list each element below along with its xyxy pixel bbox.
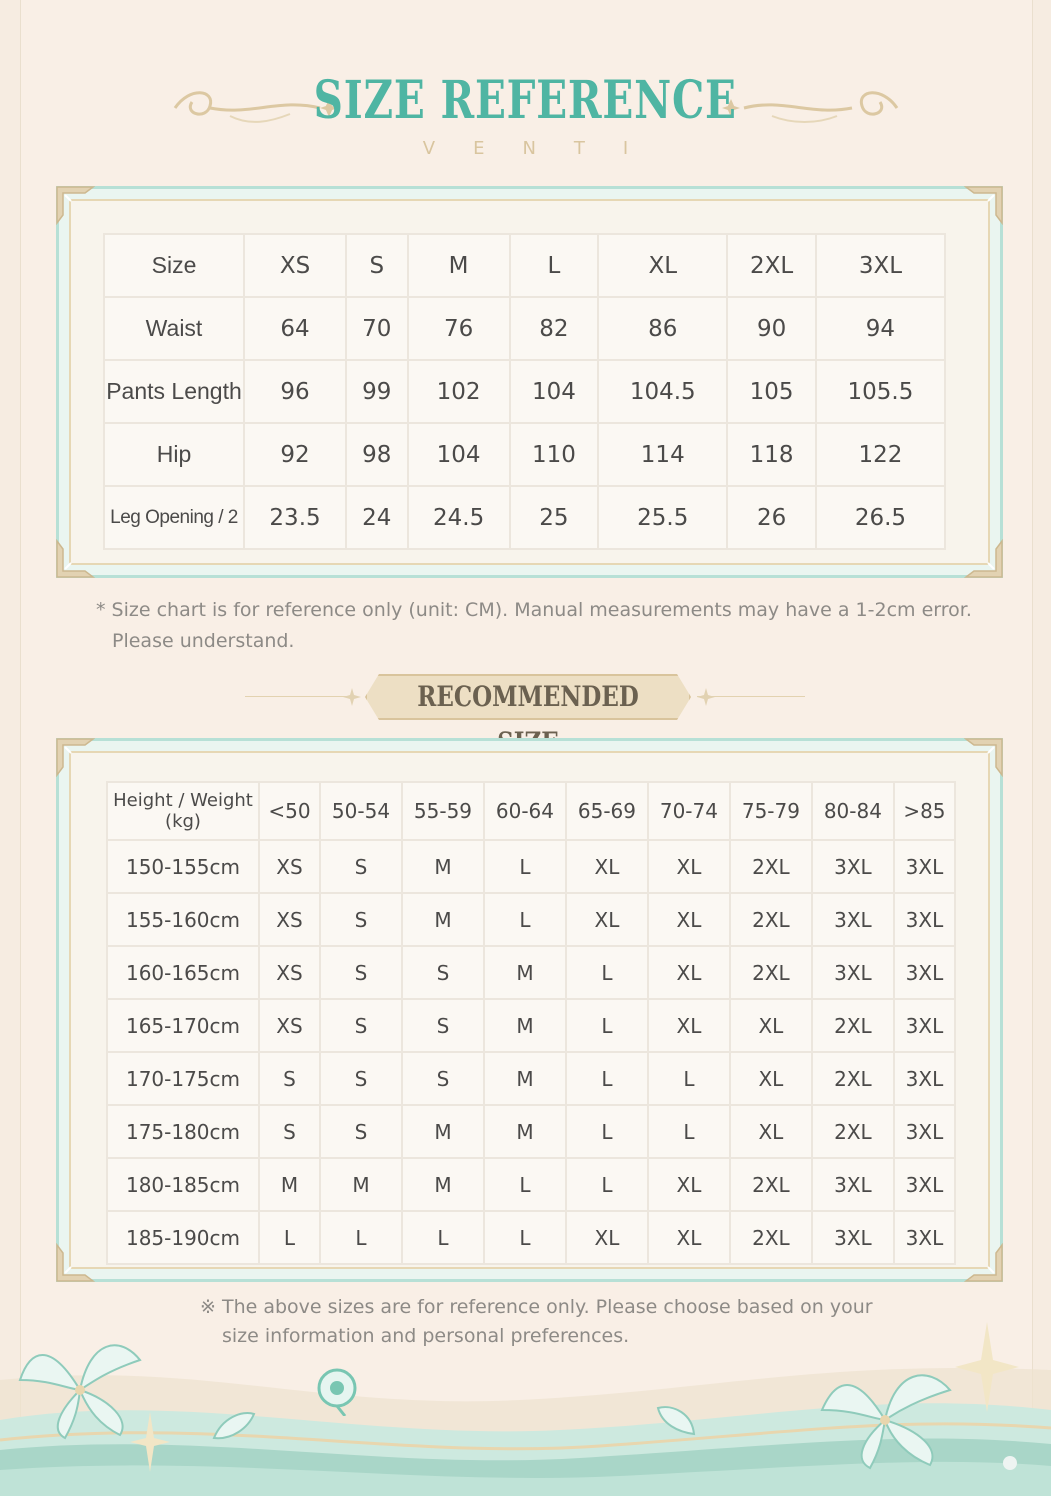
table-cell: 110 [510, 423, 599, 486]
table-cell: S [320, 1105, 402, 1158]
table-cell: 3XL [894, 1052, 955, 1105]
size-chart-panel [56, 186, 1003, 578]
table-cell: 23.5 [244, 486, 346, 549]
corner-ornament-icon [55, 1243, 95, 1283]
divider [245, 696, 355, 697]
row-label: Pants Length [104, 360, 244, 423]
table-cell: 2XL [730, 1158, 812, 1211]
table-row [107, 893, 955, 946]
table-cell: M [484, 999, 566, 1052]
corner-ornament-icon [55, 185, 95, 225]
table-cell: XL [730, 1052, 812, 1105]
table-cell: 3XL [812, 1211, 894, 1264]
table-cell: XS [259, 840, 320, 893]
corner-header-cell [107, 782, 259, 840]
table-cell: XS [259, 893, 320, 946]
corner-header-line: Height / Weight [113, 790, 253, 811]
table-cell: 3XL [894, 893, 955, 946]
table-cell: 64 [244, 297, 346, 360]
table-cell: M [402, 1158, 484, 1211]
table-cell: 105.5 [816, 360, 945, 423]
recommended-size-label: RECOMMENDED [417, 680, 639, 713]
note-line: size information and personal preferences. [222, 1325, 630, 1347]
table-cell: 2XL [812, 1105, 894, 1158]
table-cell: 104.5 [598, 360, 727, 423]
recommended-size-heading [365, 674, 691, 720]
header-cell: 55-59 [402, 782, 484, 840]
petal-icon [654, 1402, 698, 1438]
sparkle-icon [343, 688, 361, 706]
table-cell: L [566, 999, 648, 1052]
table-cell: S [402, 946, 484, 999]
anemo-emblem-icon [312, 1366, 362, 1416]
table-cell: 102 [408, 360, 510, 423]
recommended-size-table [106, 781, 956, 1265]
header-cell: XS [244, 234, 346, 297]
corner-header-line: (kg) [165, 811, 201, 832]
table-cell: 70 [346, 297, 408, 360]
table-cell: 2XL [730, 1211, 812, 1264]
table-cell: L [648, 1052, 730, 1105]
table-cell: 3XL [894, 1158, 955, 1211]
sparkle-star-icon [955, 1322, 1019, 1412]
table-cell: XL [648, 946, 730, 999]
table-cell: 2XL [730, 893, 812, 946]
table-cell: 2XL [812, 999, 894, 1052]
table-cell: XL [566, 840, 648, 893]
note-line: ※ The above sizes are for reference only. Please choose based on your [200, 1296, 873, 1318]
title-block [0, 66, 1051, 136]
table-cell: M [402, 1105, 484, 1158]
table-cell: 2XL [730, 946, 812, 999]
table-cell: 3XL [812, 1158, 894, 1211]
table-cell: XL [648, 1158, 730, 1211]
table-cell: 114 [598, 423, 727, 486]
row-label: 160-165cm [107, 946, 259, 999]
table-cell: S [259, 1105, 320, 1158]
table-cell: 92 [244, 423, 346, 486]
row-label: 165-170cm [107, 999, 259, 1052]
row-label: 150-155cm [107, 840, 259, 893]
corner-ornament-icon [964, 737, 1004, 777]
row-label: 155-160cm [107, 893, 259, 946]
table-cell: 98 [346, 423, 408, 486]
table-cell: XL [730, 1105, 812, 1158]
table-cell: 82 [510, 297, 599, 360]
table-row [107, 1158, 955, 1211]
table-cell: S [402, 1052, 484, 1105]
row-label: 170-175cm [107, 1052, 259, 1105]
header-cell: >85 [894, 782, 955, 840]
table-cell: M [320, 1158, 402, 1211]
table-cell: 25.5 [598, 486, 727, 549]
table-cell: S [320, 1052, 402, 1105]
row-label: 185-190cm [107, 1211, 259, 1264]
table-cell: L [566, 1158, 648, 1211]
table-cell: L [402, 1211, 484, 1264]
sparkle-icon [697, 688, 715, 706]
table-cell: L [320, 1211, 402, 1264]
table-cell: 3XL [894, 946, 955, 999]
table-row [107, 946, 955, 999]
table-cell: 122 [816, 423, 945, 486]
table-cell: XS [259, 946, 320, 999]
table-row [104, 423, 945, 486]
note-line: * Size chart is for reference only (unit: CM). Manual measurements may have a 1-2cm error. [96, 599, 972, 621]
table-cell: 76 [408, 297, 510, 360]
corner-ornament-icon [964, 1243, 1004, 1283]
table-cell: 24 [346, 486, 408, 549]
table-cell: L [484, 840, 566, 893]
table-cell: 3XL [894, 999, 955, 1052]
note-line: Please understand. [112, 630, 295, 652]
header-cell: 70-74 [648, 782, 730, 840]
table-row [107, 999, 955, 1052]
header-cell: 2XL [727, 234, 816, 297]
page-title: SIZE REFERENCE [313, 70, 738, 131]
petal-icon [212, 1408, 256, 1444]
table-cell: 104 [510, 360, 599, 423]
header-cell: 80-84 [812, 782, 894, 840]
corner-ornament-icon [964, 539, 1004, 579]
table-cell: L [484, 1158, 566, 1211]
table-cell: L [566, 946, 648, 999]
table-cell: 25 [510, 486, 599, 549]
table-cell: 104 [408, 423, 510, 486]
table-row [107, 1105, 955, 1158]
corner-ornament-icon [964, 185, 1004, 225]
table-cell: S [259, 1052, 320, 1105]
table-cell: 118 [727, 423, 816, 486]
row-label: 175-180cm [107, 1105, 259, 1158]
lily-flower-icon [810, 1360, 960, 1470]
table-cell: XL [648, 1211, 730, 1264]
table-row [107, 1052, 955, 1105]
table-cell: L [484, 1211, 566, 1264]
table-cell: M [259, 1158, 320, 1211]
table-cell: S [320, 999, 402, 1052]
recommended-size-banner [245, 672, 805, 722]
header-cell: M [408, 234, 510, 297]
size-chart-table [103, 233, 946, 550]
table-cell: M [484, 1105, 566, 1158]
header-cell: XL [598, 234, 727, 297]
table-cell: 3XL [812, 840, 894, 893]
corner-ornament-icon [55, 539, 95, 579]
table-cell: 3XL [894, 1105, 955, 1158]
table-cell: S [320, 893, 402, 946]
table-row [107, 840, 955, 893]
dot-decoration [1003, 1456, 1017, 1470]
table-header-row [107, 782, 955, 840]
table-cell: L [648, 1105, 730, 1158]
header-cell: 75-79 [730, 782, 812, 840]
table-cell: 2XL [812, 1052, 894, 1105]
header-cell: 3XL [816, 234, 945, 297]
header-cell: 65-69 [566, 782, 648, 840]
row-label: Waist [104, 297, 244, 360]
table-cell: L [484, 893, 566, 946]
table-cell: 3XL [894, 840, 955, 893]
table-cell: M [484, 1052, 566, 1105]
row-label: Hip [104, 423, 244, 486]
page-subtitle: VENTI [422, 138, 667, 159]
table-cell: 105 [727, 360, 816, 423]
table-header-row [104, 234, 945, 297]
table-cell: S [320, 946, 402, 999]
table-cell: 24.5 [408, 486, 510, 549]
table-cell: L [566, 1052, 648, 1105]
header-cell: Size [104, 234, 244, 297]
table-cell: XL [648, 840, 730, 893]
table-cell: 2XL [730, 840, 812, 893]
table-cell: 3XL [894, 1211, 955, 1264]
table-cell: 86 [598, 297, 727, 360]
table-cell: 26 [727, 486, 816, 549]
table-cell: 3XL [812, 946, 894, 999]
header-cell: <50 [259, 782, 320, 840]
header-cell: S [346, 234, 408, 297]
table-cell: XL [648, 999, 730, 1052]
corner-ornament-icon [55, 737, 95, 777]
table-cell: L [259, 1211, 320, 1264]
table-cell: L [566, 1105, 648, 1158]
table-cell: 90 [727, 297, 816, 360]
table-cell: XS [259, 999, 320, 1052]
table-cell: M [402, 893, 484, 946]
table-row [104, 360, 945, 423]
header-cell: 60-64 [484, 782, 566, 840]
table-cell: XL [648, 893, 730, 946]
recommended-size-panel [56, 738, 1003, 1282]
table-cell: 3XL [812, 893, 894, 946]
table-row [107, 1211, 955, 1264]
row-label: Leg Opening / 2 [104, 486, 244, 549]
table-cell: S [402, 999, 484, 1052]
table-cell: M [402, 840, 484, 893]
table-cell: M [484, 946, 566, 999]
lily-flower-icon [10, 1330, 150, 1440]
table-cell: XL [730, 999, 812, 1052]
header-cell: L [510, 234, 599, 297]
table-cell: 26.5 [816, 486, 945, 549]
table-cell: XL [566, 1211, 648, 1264]
table-cell: XL [566, 893, 648, 946]
table-cell: 94 [816, 297, 945, 360]
table-row [104, 297, 945, 360]
table-cell: 99 [346, 360, 408, 423]
row-label: 180-185cm [107, 1158, 259, 1211]
header-cell: 50-54 [320, 782, 402, 840]
table-row [104, 486, 945, 549]
sparkle-star-icon [130, 1412, 170, 1472]
table-cell: S [320, 840, 402, 893]
table-cell: 96 [244, 360, 346, 423]
size-chart-note [96, 595, 996, 657]
